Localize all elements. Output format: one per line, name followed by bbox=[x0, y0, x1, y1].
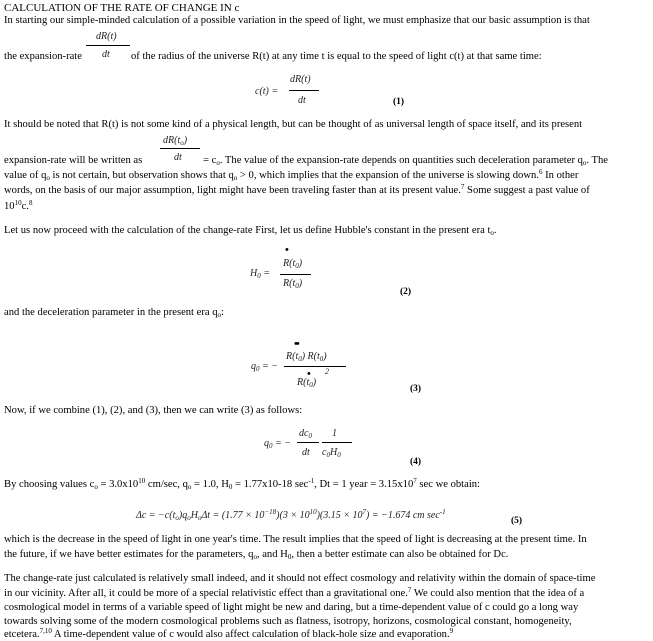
equation-1-lhs: c(t) = bbox=[255, 86, 279, 97]
paragraph-1-line-1: In starting our simple-minded calculation of a possible variation in the speed of light, we must emphasize that our basic assumption is that bbox=[4, 15, 590, 26]
inline-fraction-numerator: dR(t) bbox=[96, 31, 117, 42]
equation-1-denominator: dt bbox=[298, 95, 306, 106]
equation-3-numerator: $R(t_0)$ $R(t_0)$ bbox=[286, 351, 327, 363]
paragraph-2-line-2: expansion-rate will be written as bbox=[4, 155, 143, 166]
equation-5: $\Delta c = -c(t_o)q_oH_o\Delta t = (1.77 \times 10^{-18})(3 \times 10^{10})(3.15 \times 10^7) = -1.674$ cm $\sec^{-1}$ bbox=[136, 508, 446, 522]
paragraph-2-line-2-rest: = $c_o$. The value of the expansion-rate depends on quantities such deceleration parameter $q_o$. The bbox=[203, 155, 608, 167]
paragraph-3: Let us now proceed with the calculation of the change-rate First, let us define Hubble's constant in the present era $t_o$. bbox=[4, 225, 497, 237]
equation-4-lhs: $q_0$ = − bbox=[264, 438, 291, 450]
equation-2-lhs: $H_0$ = bbox=[250, 268, 270, 280]
paragraph-1-line-2a: the expansion-rate bbox=[4, 51, 82, 62]
equation-4-number: (4) bbox=[410, 457, 422, 467]
paragraph-7-line-2: the future, if we have better estimates for the parameters, $q_o$, and $H_0$, then a better estimate can also be obtained for Dc. bbox=[4, 549, 509, 561]
inline-fraction-2-denominator: dt bbox=[174, 152, 182, 163]
equation-2-denominator: $R(t_0)$ bbox=[283, 278, 303, 290]
equation-4-fraction-2-numerator: 1 bbox=[332, 428, 337, 439]
paragraph-6: By choosing values $c_o = 3.0x10^{10}$ cm/sec, $q_o = 1.0$, $H_0 = 1.77x10-18$ $\sec^{-1}$, Dt = 1 year = $3.15x10^7$ sec we obtain: bbox=[4, 477, 480, 491]
paragraph-2-line-4: words, on the basis of our major assumption, light might have been traveling faster than at its present value.$^7$ Some suggest a past value of bbox=[4, 183, 590, 196]
paragraph-8-line-2: in our vicinity. After all, it could be more of a special relativistic effect than a gravitational one.$^7$ We could also mention that the idea of a bbox=[4, 586, 585, 599]
equation-4-fraction-2-bar bbox=[322, 442, 352, 443]
inline-fraction-bar bbox=[86, 45, 130, 46]
inline-fraction-2-numerator: $dR(t_o)$ bbox=[163, 135, 188, 147]
equation-4-fraction-2-denominator: $c_0H_0$ bbox=[322, 447, 341, 459]
paragraph-8-line-4: towards solving some of the modern cosmological problems such as flatness, isotropy, horizons, cosmological constant, homogeneity, bbox=[4, 616, 572, 627]
equation-2-number: (2) bbox=[400, 287, 412, 297]
equation-4-fraction-1-numerator: $dc_0$ bbox=[299, 428, 312, 440]
paragraph-8-line-5: etcetera.$^{7,10}$ A time-dependent value of c would also affect calculation of black-hole size and evaporation.$^9$ bbox=[4, 627, 454, 640]
paragraph-1-line-2b: of the radius of the universe R(t) at any time t is equal to the speed of light c(t) at that same time: bbox=[131, 51, 542, 62]
equation-4-fraction-1-denominator: dt bbox=[302, 447, 310, 458]
page-title: CALCULATION OF THE RATE OF CHANGE IN c bbox=[4, 2, 240, 14]
equation-3-double-dot: •• bbox=[294, 338, 298, 350]
equation-2-fraction-bar bbox=[280, 274, 311, 275]
paragraph-4: and the deceleration parameter in the present era $q_o$: bbox=[4, 307, 224, 319]
equation-1-numerator: dR(t) bbox=[290, 74, 311, 85]
equation-3-power: 2 bbox=[325, 367, 329, 376]
paragraph-2-line-5: $10^{10}c.^8$ bbox=[4, 199, 33, 212]
equation-4-fraction-1-bar bbox=[297, 442, 319, 443]
equation-2-numerator: $R(t_0)$ bbox=[283, 258, 303, 270]
equation-3-number: (3) bbox=[410, 384, 422, 394]
equation-5-number: (5) bbox=[511, 516, 523, 526]
inline-fraction-denominator: dt bbox=[102, 49, 110, 60]
equation-2-dot: • bbox=[285, 244, 289, 256]
paragraph-7-line-1: which is the decrease in the speed of light in one year's time. The result implies that the speed of light is decreasing at the present time. In bbox=[4, 534, 587, 545]
equation-3-lhs: $q_0$ = − bbox=[251, 361, 278, 373]
inline-fraction-2-bar bbox=[160, 148, 200, 149]
equation-3-dot: • bbox=[307, 368, 311, 380]
paragraph-2-line-1: It should be noted that R(t) is not some kind of a physical length, but can be thought of as universal length of space itself, and its present bbox=[4, 119, 583, 130]
equation-1-number: (1) bbox=[393, 97, 405, 107]
paragraph-8-line-1: The change-rate just calculated is relatively small indeed, and it should not effect cosmology and relativity within the domain of space-time bbox=[4, 573, 596, 584]
paragraph-2-line-3: value of $q_o$ is not certain, but observation shows that $q_o > 0$, which implies that the expansion of the universe is slowing down.$^6$ In other bbox=[4, 168, 579, 182]
paragraph-5: Now, if we combine (1), (2), and (3), then we can write (3) as follows: bbox=[4, 405, 303, 416]
equation-3-fraction-bar bbox=[284, 366, 346, 367]
equation-1-fraction-bar bbox=[289, 90, 319, 91]
paragraph-8-line-3: cosmological model in terms of a variable speed of light might be new and daring, but a time-dependent value of c could go a long way bbox=[4, 602, 579, 613]
equation-3-denominator: $R(t_0)$ bbox=[297, 377, 317, 389]
